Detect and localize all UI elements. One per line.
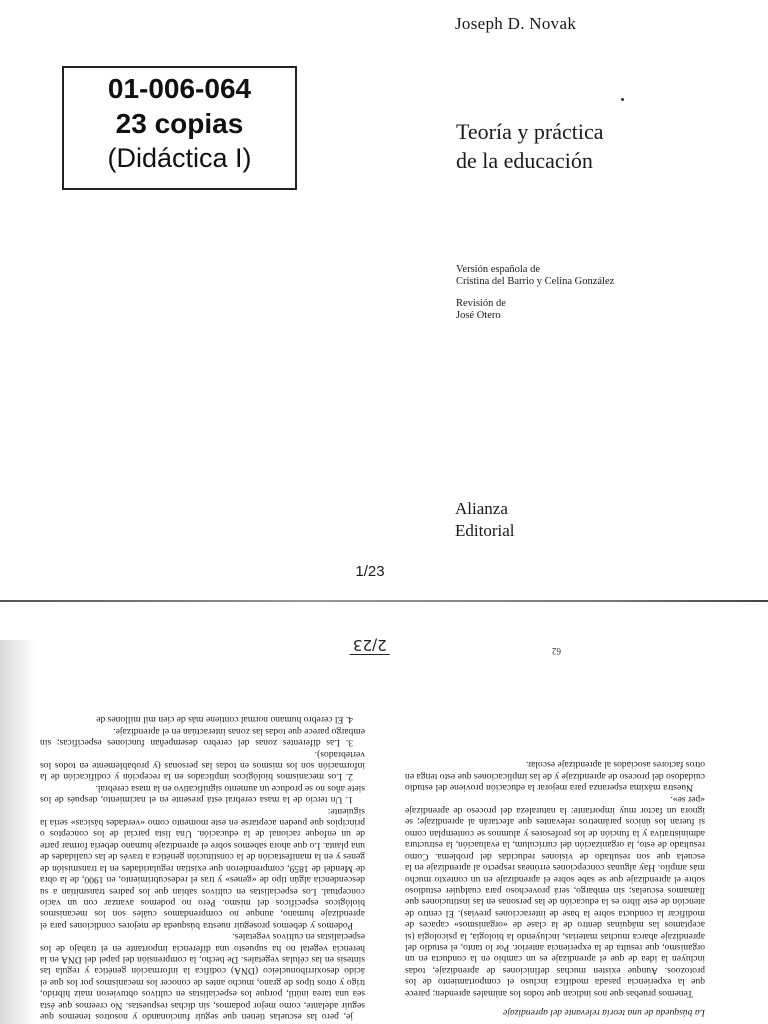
- paragraph: Nuestra máxima esperanza para mejorar la educación proviene del estudio cuidadoso del proceso de aprendizaje y de las implicaciones que esto tenga en otros factores asociados al aprendizaje escolar.: [405, 759, 705, 794]
- version-label: Versión española de: [456, 264, 540, 275]
- printed-page-number: 62: [552, 646, 561, 656]
- section-heading: La búsqueda de una teoría relevante del aprendizaje: [502, 1007, 705, 1018]
- scan-fold-edge: [0, 600, 768, 602]
- scanned-left-page: [40, 608, 365, 1022]
- translation-credit: [456, 264, 614, 288]
- library-stamp-box: [62, 66, 297, 190]
- handwritten-page-number: 2/23: [350, 636, 390, 655]
- scan-shadow: [0, 640, 36, 1024]
- revision-credit: [456, 298, 506, 322]
- book-title-line-1: Teoría y práctica: [456, 119, 604, 144]
- publisher-line-1: Alianza: [455, 499, 508, 518]
- scan-speck: [621, 98, 624, 101]
- translators: Cristina del Barrio y Celina González: [456, 276, 615, 287]
- reviser: José Otero: [456, 310, 501, 321]
- list-item: 1. Un tercio de la masa cerebral está presente en el nacimiento, después de los siete años no se produce un aumento significativo en la masa cerebral.: [40, 782, 365, 806]
- publisher-line-2: Editorial: [455, 521, 515, 540]
- principles-list: [40, 714, 365, 805]
- author-name: Joseph D. Novak: [455, 14, 577, 33]
- list-item: 2. Los mecanismos biológicos implicados en la recepción y codificación de la información son los mismos en todas las personas (y probablemente en todos los vertebrados).: [40, 748, 365, 783]
- book-title-line-2: de la educación: [456, 148, 593, 173]
- list-item: 3. Las diferentes zonas del cerebro desempeñan funciones específicas; sin embargo parece que todas las zonas interactúan en el aprendizaje.: [40, 725, 365, 749]
- stamp-copies: 23 copias: [115, 108, 244, 139]
- paragraph: je, pero las escuelas tienen que seguir funcionando y nosotros tenemos que seguir adelante, como mejor podamos, sin dichas respuestas. No creemos que ésta sea una tarea inútil, porque los especialistas en cultivos obtuvieron maíz híbrido, trigo y otros tipos de grano, mucho antes de conocer los mecanismos por los que el ácido desoxirribonucleico (DNA) codifica la información genética y regula las síntesis en las células vegetales. De hecho, la comprensión del papel del DNA en la herencia vegetal no ha supuesto una diferencia importante en el trabajo de los especialistas en cultivos vegetales.: [40, 931, 365, 1022]
- stamp-subject: (Didáctica I): [107, 143, 252, 173]
- page-counter: 1/23: [355, 563, 385, 580]
- paragraph: Tenemos pruebas que nos indican que todos los animales aprenden; parece que la experiencia pasada modifica incluso el comportamiento de los protozoos. Aunque existen muchas definiciones de aprendizaje, todas incluyen la idea de que el aprendizaje es un cambio en la conducta en un organismo, que resulta de la experiencia anterior. Por lo tanto, el estudio del aprendizaje abarca muchas materias, incluyendo la biología, la psicología (si aceptamos las máquinas dentro de la clase de «organismos» capaces de modificar la conducta sobre la base de interacciones previas). El centro de atención de este libro es la educación de las personas en las instituciones que llamamos escuelas; sin embargo, será provechoso para cualquier estudioso sobre el aprendizaje que se sabe sobre el aprendizaje en un contexto mucho más amplio. Hay algunas concepciones erróneas respecto al aprendizaje en la escuela que son resultado de visiones reducidas del problema. Como resultado de esto, la organización del currículum, la evaluación, la estructura administrativa y la función de los profesores y alumnos se contemplan como si fueran los únicos parámetros relevantes que afectarán al aprendizaje; se ignora un factor muy importante: la naturaleza del proceso de aprendizaje «per se».: [405, 793, 705, 999]
- revision-label: Revisión de: [456, 298, 506, 309]
- publisher: [455, 498, 514, 542]
- book-title: [456, 117, 603, 175]
- scanned-right-page: [405, 622, 705, 1018]
- stamp-code: 01-006-064: [107, 73, 252, 104]
- paragraph: Podemos y debemos proseguir nuestra búsqueda de mejores condiciones para el aprendizaje humano, aunque no comprendamos cuáles son los mecanismos biológicos específicos del mismo. Pero no podemos avanzar con un vacío conceptual. Los especialistas en cultivos sabían que los padres transmitían a su descendencia algún tipo de «genes» y tras el redescubrimiento, en 1900, de la obra de Mendel de 1859, comprendieron que existían regularidades en la transmisión de genes y en la manifestación de la constitución genética a través de las cualidades de una planta. Lo que ahora sabemos sobre el aprendizaje humano debería formar parte de un enfoque racional de la educación. Una lista parcial de los conceptos o principios que pueden aceptarse en este momento como «verdades básicas» sería la siguiente:: [40, 805, 365, 931]
- list-item: 4. El cerebro humano normal contiene más de cien mil millones de: [96, 714, 353, 726]
